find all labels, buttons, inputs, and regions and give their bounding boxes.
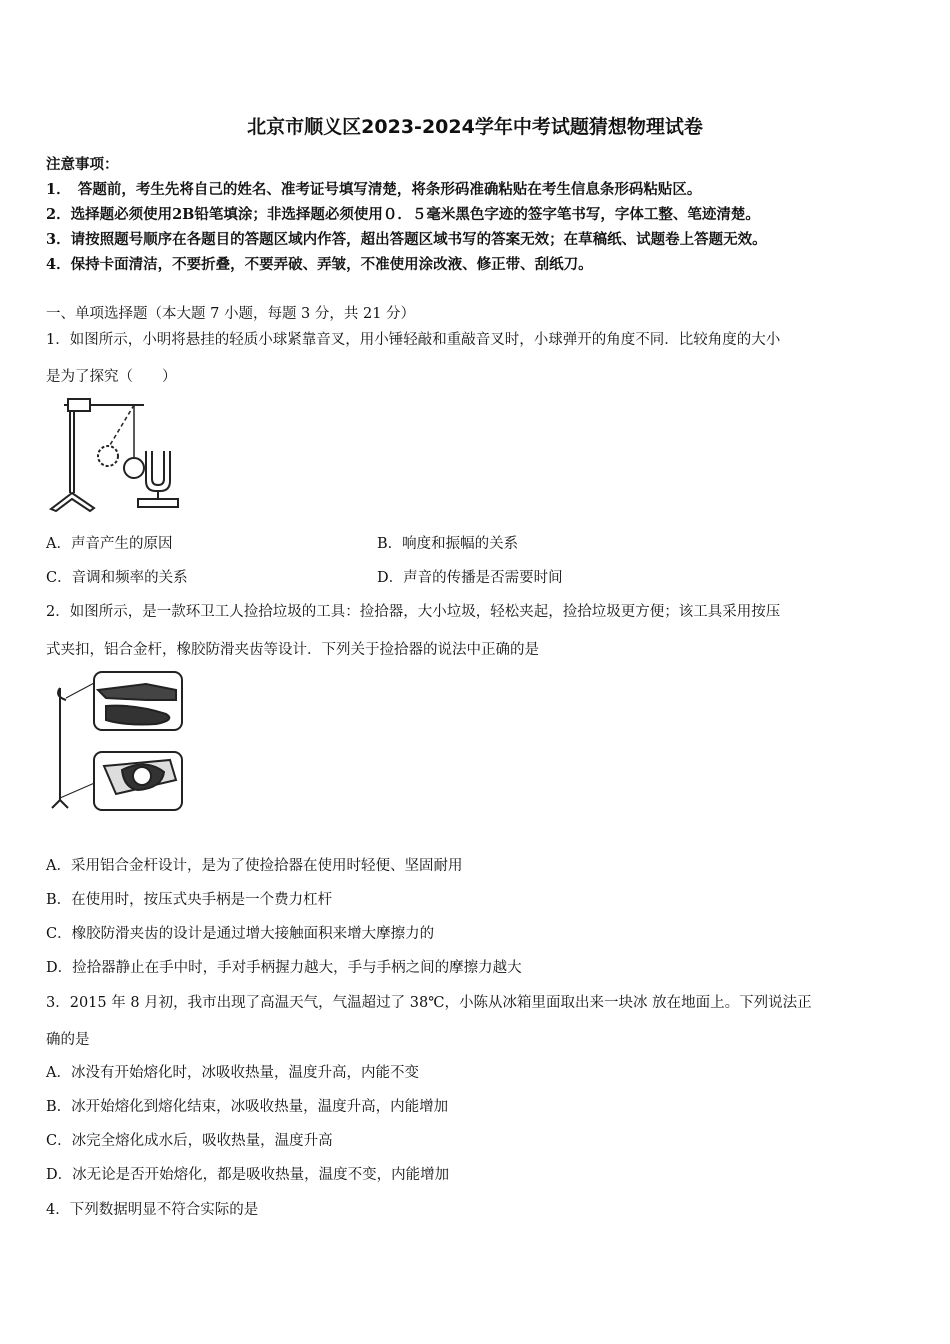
notice-item-3: 3．请按照题号顺序在各题目的答题区域内作答，超出答题区域书写的答案无效；在草稿纸、试题卷上答题无效。 [46, 231, 767, 248]
tuning-fork-figure [46, 393, 196, 518]
q2-option-b: B．在使用时，按压式央手柄是一个费力杠杆 [46, 892, 333, 908]
litter-picker-figure [46, 670, 186, 815]
q3-stem-line2: 确的是 [46, 1032, 90, 1048]
q2-option-d: D．捡拾器静止在手中时，手对手柄握力越大，手与手柄之间的摩擦力越大 [46, 960, 522, 976]
notice-item-2: 2．选择题必须使用2B铅笔填涂；非选择题必须使用０．５毫米黑色字迹的签字笔书写，字体工整、笔迹清楚。 [46, 206, 760, 223]
q2-option-c: C．橡胶防滑夹齿的设计是通过增大接触面积来增大摩擦力的 [46, 926, 435, 942]
q4-stem: 4．下列数据明显不符合实际的是 [46, 1202, 259, 1218]
q2-option-a: A．采用铝合金杆设计，是为了使捡拾器在使用时轻便、坚固耐用 [46, 858, 463, 874]
q2-stem-line1: 2．如图所示，是一款环卫工人捡拾垃圾的工具：捡拾器，大小垃圾，轻松夹起，捡拾垃圾更方便；该工具采用按压 [46, 604, 781, 620]
q3-option-b: B．冰开始熔化到熔化结束，冰吸收热量，温度升高，内能增加 [46, 1099, 449, 1115]
q1-option-b: B．响度和振幅的关系 [377, 536, 519, 552]
q3-option-a: A．冰没有开始熔化时，冰吸收热量，温度升高，内能不变 [46, 1065, 419, 1081]
notice-heading: 注意事项： [46, 156, 119, 173]
section-heading: 一、单项选择题（本大题 7 小题，每题 3 分，共 21 分） [46, 306, 416, 322]
q3-stem-line1: 3．2015 年 8 月初，我市出现了高温天气，气温超过了 38℃，小陈从冰箱里面取出来一块冰 放在地面上。下列说法正 [46, 995, 812, 1011]
q1-option-c: C．音调和频率的关系 [46, 570, 188, 586]
q1-option-d: D．声音的传播是否需要时间 [377, 570, 563, 586]
q3-option-d: D．冰无论是否开始熔化，都是吸收热量，温度不变，内能增加 [46, 1167, 450, 1183]
page-title: 北京市顺义区2023-2024学年中考试题猜想物理试卷 [247, 116, 703, 138]
notice-item-1: 1． 答题前，考生先将自己的姓名、准考证号填写清楚，将条形码准确粘贴在考生信息条形码粘贴区。 [46, 181, 702, 198]
notice-item-4: 4．保持卡面清洁，不要折叠，不要弄破、弄皱，不准使用涂改液、修正带、刮纸刀。 [46, 256, 593, 273]
q3-option-c: C．冰完全熔化成水后，吸收热量，温度升高 [46, 1133, 333, 1149]
q1-stem-line1: 1．如图所示，小明将悬挂的轻质小球紧靠音叉，用小锤轻敲和重敲音叉时，小球弹开的角度不同．比较角度的大小 [46, 332, 781, 348]
q1-stem-line2: 是为了探究（ ） [46, 369, 177, 385]
q1-option-a: A．声音产生的原因 [46, 536, 173, 552]
q2-stem-line2: 式夹扣，铝合金杆，橡胶防滑夹齿等设计．下列关于捡拾器的说法中正确的是 [46, 642, 539, 658]
